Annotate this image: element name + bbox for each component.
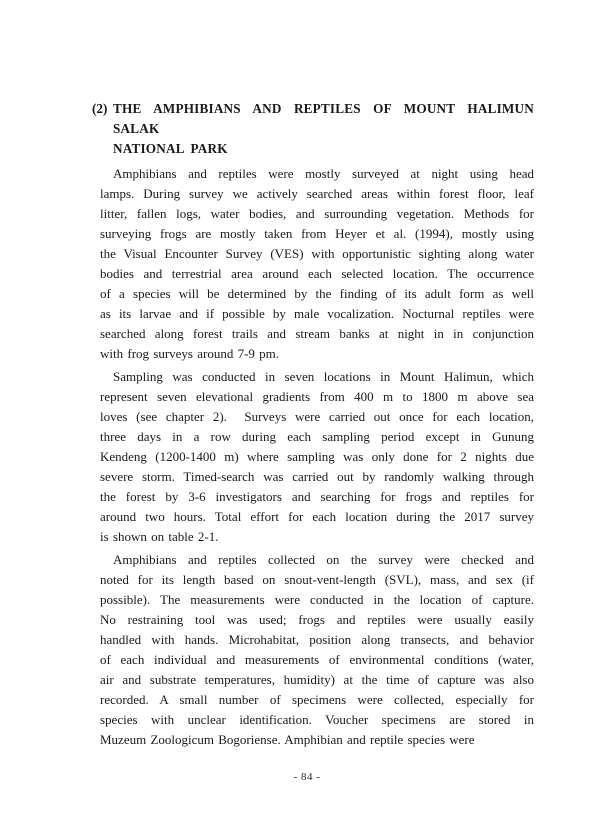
- text-line: possible). The measurements were conducted in the location of capture.: [100, 592, 534, 607]
- text-line: recorded. A small number of specimens were collected, especially for: [100, 692, 534, 707]
- text-line: Sampling was conducted in seven locations in Mount Halimun, which: [113, 369, 534, 384]
- text-line: Amphibians and reptiles were mostly surveyed at night using head: [113, 166, 534, 181]
- text-line: represent seven elevational gradients from 400 m to 1800 m above sea: [100, 389, 534, 404]
- text-line: surveying frogs are mostly taken from Heyer et al. (1994), mostly using: [100, 226, 534, 241]
- text-line: Muzeum Zoologicum Bogoriense. Amphibian and reptile species were: [100, 732, 475, 747]
- text-line: Kendeng (1200-1400 m) where sampling was only done for 2 nights due: [100, 449, 534, 464]
- paragraph: [100, 367, 534, 547]
- page-number: - 84 -: [293, 771, 321, 783]
- text-line: searched along forest trails and stream banks at night in in conjunction: [100, 326, 534, 341]
- heading-line-1: THE AMPHIBIANS AND REPTILES OF MOUNT HALIMUN SALAK: [113, 101, 534, 136]
- heading-line-2: NATIONAL PARK: [113, 141, 228, 156]
- text-line: severe storm. Timed-search was carried out by randomly walking through: [100, 469, 534, 484]
- text-line: No restraining tool was used; frogs and reptiles were usually easily: [100, 612, 534, 627]
- paragraph: [100, 550, 534, 750]
- paragraph: [100, 164, 534, 364]
- body-paragraphs: [100, 164, 534, 750]
- text-line: lamps. During survey we actively searched areas within forest floor, leaf: [100, 186, 534, 201]
- text-line: air and substrate temperatures, humidity) at the time of capture was also: [100, 672, 534, 687]
- text-line: around two hours. Total effort for each location during the 2017 survey: [100, 509, 534, 524]
- text-line: three days in a row during each sampling period except in Gunung: [100, 429, 534, 444]
- text-line: loves (see chapter 2). Surveys were carried out once for each location,: [100, 409, 534, 424]
- text-line: litter, fallen logs, water bodies, and surrounding vegetation. Methods for: [100, 206, 534, 221]
- page-footer: [0, 771, 614, 783]
- text-line: noted for its length based on snout-vent-length (SVL), mass, and sex (if: [100, 572, 534, 587]
- page-content: [92, 99, 534, 750]
- text-line: Amphibians and reptiles collected on the survey were checked and: [113, 552, 534, 567]
- text-line: of each individual and measurements of environmental conditions (water,: [100, 652, 534, 667]
- text-line: species with unclear identification. Voucher specimens are stored in: [100, 712, 534, 727]
- heading-number: (2): [92, 101, 108, 116]
- text-line: as its larvae and if possible by male vocalization. Nocturnal reptiles were: [100, 306, 534, 321]
- text-line: of a species will be determined by the finding of its adult form as well: [100, 286, 534, 301]
- section-heading: [92, 99, 534, 159]
- text-line: is shown on table 2-1.: [100, 529, 219, 544]
- text-line: the forest by 3-6 investigators and searching for frogs and reptiles for: [100, 489, 534, 504]
- text-line: bodies and terrestrial area around each selected location. The occurrence: [100, 266, 534, 281]
- text-line: the Visual Encounter Survey (VES) with opportunistic sighting along water: [100, 246, 534, 261]
- text-line: handled with hands. Microhabitat, position along transects, and behavior: [100, 632, 534, 647]
- text-line: with frog surveys around 7-9 pm.: [100, 346, 280, 361]
